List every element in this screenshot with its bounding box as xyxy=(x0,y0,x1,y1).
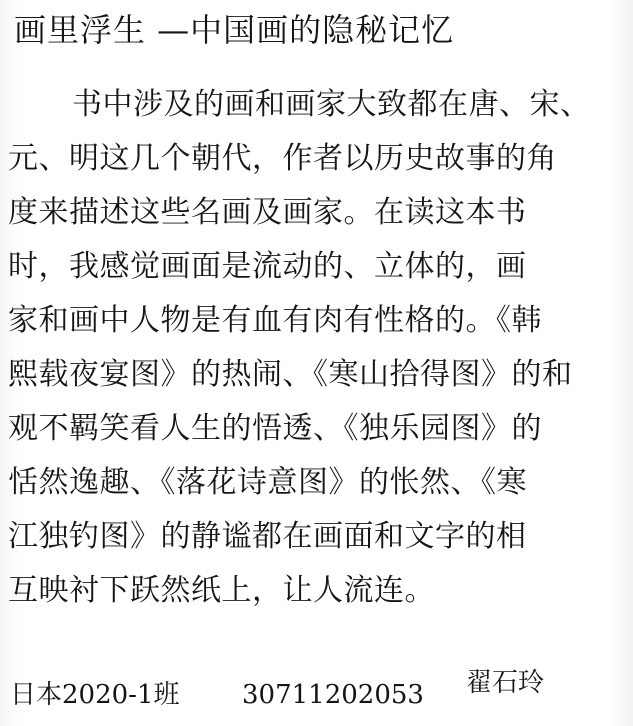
student-name: 翟石玲 xyxy=(466,668,545,698)
student-id: 30711202053 xyxy=(242,680,424,710)
essay-line-8: 恬然逸趣、《落花诗意图》的怅然、《寒 xyxy=(8,465,527,500)
essay-line-5: 家和画中人物是有血有肉有性格的。《韩 xyxy=(8,303,542,338)
essay-line-3: 度来描述这些名画及画家。在读这本书 xyxy=(8,195,527,230)
essay-line-7: 观不羁笑看人生的悟透、《独乐园图》的 xyxy=(8,411,542,446)
essay-line-2: 元、明这几个朝代，作者以历史故事的角 xyxy=(8,141,557,176)
essay-line-4: 时，我感觉画面是流动的、立体的，画 xyxy=(8,249,527,284)
essay-line-1: 书中涉及的画和画家大致都在唐、宋、 xyxy=(72,87,591,122)
essay-body xyxy=(8,78,630,618)
essay-line-10: 互映衬下跃然纸上，让人流连。 xyxy=(8,573,435,608)
essay-line-9: 江独钓图》的静谧都在画面和文字的相 xyxy=(8,519,527,554)
essay-line-6: 熙载夜宴图》的热闹、《寒山拾得图》的和 xyxy=(8,357,573,392)
essay-title: 画里浮生 —中国画的隐秘记忆 xyxy=(14,11,455,49)
class-label: 日本2020-1班 xyxy=(10,680,180,710)
